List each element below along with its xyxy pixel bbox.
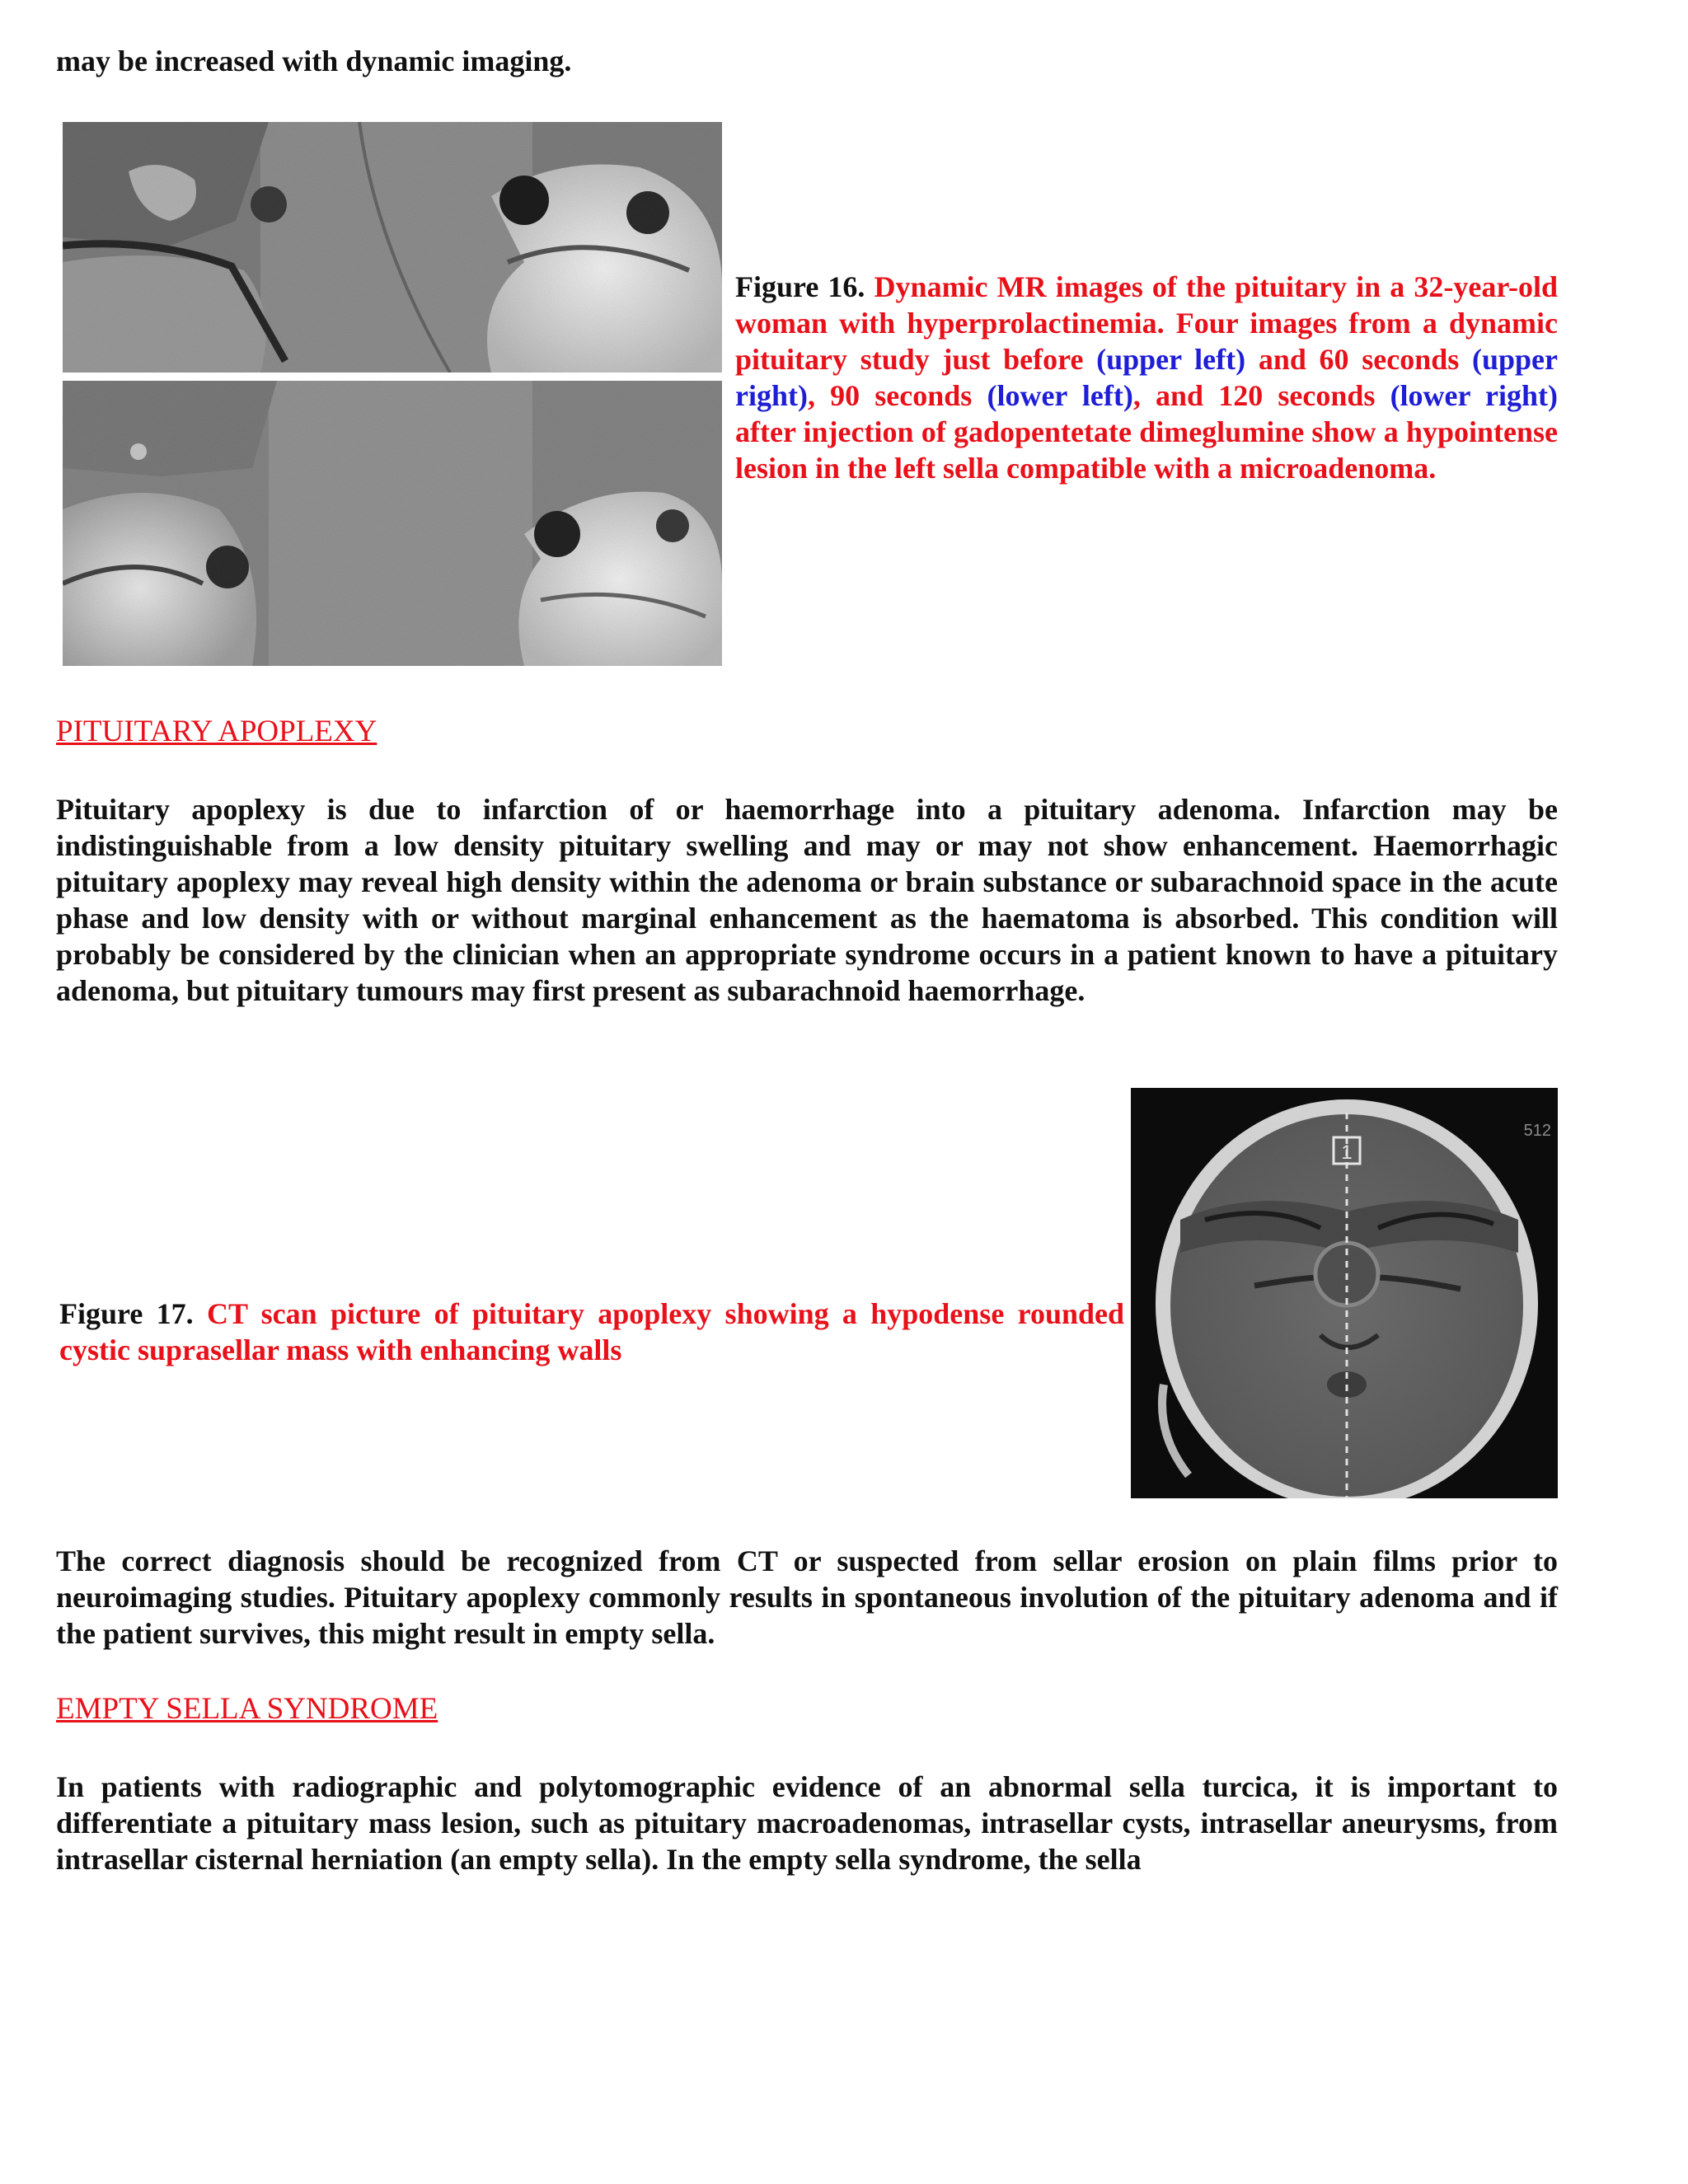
figure17-caption (59, 1296, 1124, 1368)
ct-marker-label: 1 (1341, 1141, 1353, 1164)
figure16-caption-part: (upper left) (1096, 343, 1246, 376)
figure16-mr-images (63, 122, 722, 666)
paragraph-diagnosis: The correct diagnosis should be recognized from CT or suspected from sellar erosion on plain films prior to neuroimaging studies. Pituitary apoplexy commonly results in spontaneous involution of the pituitary adenoma and if the patient survives, this might result in empty sella. (56, 1544, 1558, 1650)
figure16-caption-part: , 90 seconds (807, 379, 987, 412)
figure16-caption (735, 269, 1558, 486)
figure16-caption-part: (lower left) (987, 379, 1133, 412)
figure16-caption-part: and 60 seconds (1245, 343, 1472, 376)
heading-pituitary-apoplexy: PITUITARY APOPLEXY (56, 715, 377, 748)
figure17-caption-text: CT scan picture of pituitary apoplexy showing a hypodense rounded cystic suprasellar mass with enhancing walls (59, 1297, 1125, 1366)
figure17-label: Figure 17. (59, 1297, 194, 1330)
ct-corner-text: 512 (1523, 1122, 1551, 1140)
paragraph-empty-sella: In patients with radiographic and polytomographic evidence of an abnormal sella turcica, it is important to differentiate a pituitary mass lesion, such as pituitary macroadenomas, intrasellar cysts, intrasellar aneurysms, from intrasellar cisternal herniation (an empty sella). In the empty sella syndrome, the sella (56, 1770, 1558, 1876)
intro-line: may be increased with dynamic imaging. (56, 45, 572, 77)
figure16-caption-part: , and 120 seconds (1132, 379, 1390, 412)
mr-panel-upper (63, 122, 722, 373)
figure16-label: Figure 16. (735, 270, 865, 303)
ct-scan-image (1131, 1088, 1558, 1498)
paragraph-pituitary-apoplexy: Pituitary apoplexy is due to infarction of or haemorrhage into a pituitary adenoma. Infarction may be indistinguishable from a low density pituitary swelling and may or may not show enhancement. Haemorrhagic pituitary apoplexy may reveal high density within the adenoma or brain substance or subarachnoid space in the acute phase and low density with or without marginal enhancement as the haematoma is absorbed. This condition will probably be considered by the clinician when an appropriate syndrome occurs in a patient known to have a pituitary adenoma, but pituitary tumours may first present as subarachnoid haemorrhage. (56, 793, 1558, 1007)
figure16-caption-part: Dynamic MR images of the pituitary in a 32-year-old woman with hyperprolactinemia. Four images from a dynamic pituitary study just before (735, 270, 1558, 376)
figure16-caption-part: (lower right) (1390, 379, 1558, 412)
figure16-caption-part: after injection of gadopentetate dimeglumine show a hypointense lesion in the left sella compatible with a microadenoma. (735, 415, 1558, 485)
mr-panel-lower (63, 381, 722, 666)
figure16-caption-part: (upper right) (735, 343, 1558, 412)
figure17-ct-scan (1131, 1088, 1558, 1498)
heading-empty-sella-syndrome: EMPTY SELLA SYNDROME (56, 1692, 438, 1726)
mr-image-grid (63, 122, 722, 666)
